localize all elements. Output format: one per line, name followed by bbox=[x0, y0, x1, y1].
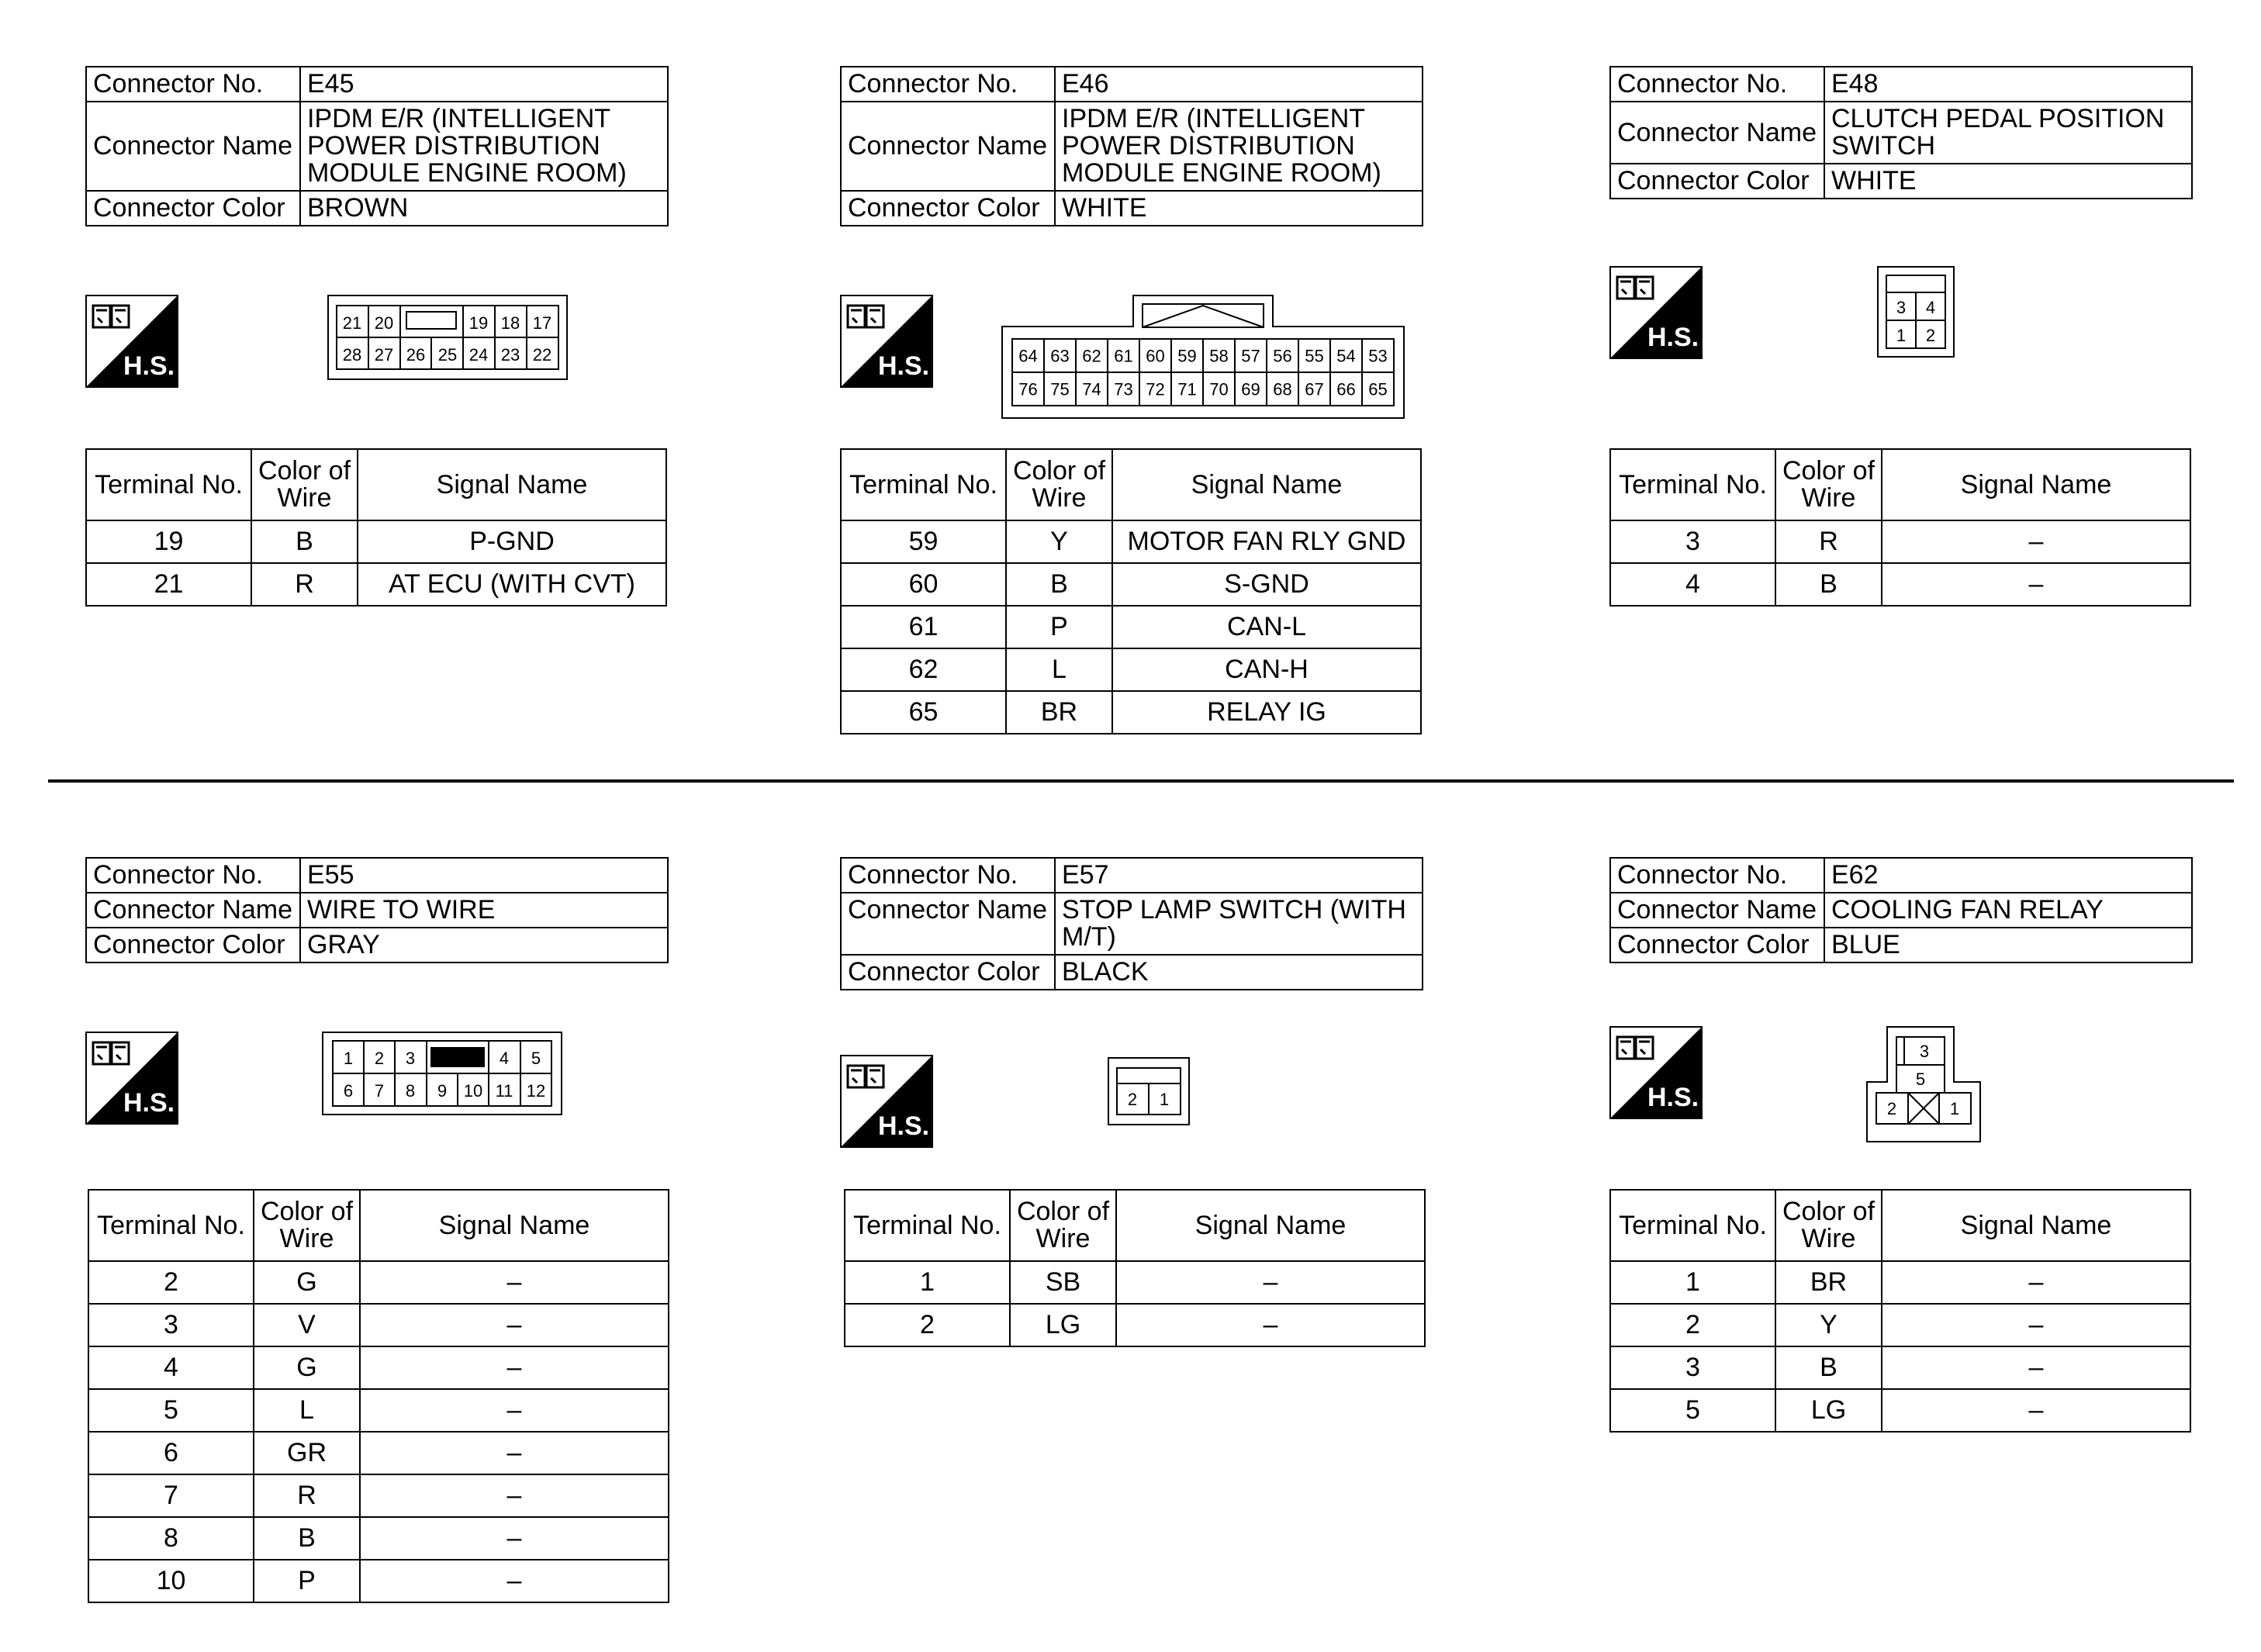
wire-color: R bbox=[1775, 520, 1882, 563]
header-signal-name: Signal Name bbox=[1882, 449, 2190, 520]
pin: 60 bbox=[1146, 346, 1165, 366]
pin: 17 bbox=[532, 313, 552, 333]
pin: 71 bbox=[1177, 379, 1197, 399]
header-color-of-wire: Color of Wire bbox=[254, 1190, 360, 1261]
pin: 27 bbox=[374, 345, 394, 365]
signal-name: S-GND bbox=[1112, 563, 1421, 606]
table-row bbox=[86, 563, 666, 606]
wire-color: GR bbox=[254, 1432, 360, 1474]
header-color-of-wire: Color of Wire bbox=[1775, 1190, 1882, 1261]
label-connector-color: Connector Color bbox=[86, 928, 300, 963]
table-row bbox=[88, 1517, 669, 1560]
header-color-of-wire: Color of Wire bbox=[1010, 1190, 1116, 1261]
pin: 56 bbox=[1273, 346, 1292, 366]
pin: 9 bbox=[437, 1081, 448, 1101]
pin: 55 bbox=[1305, 346, 1324, 366]
terminal-table bbox=[840, 448, 1422, 734]
pin: 74 bbox=[1082, 379, 1101, 399]
table-row bbox=[88, 1304, 669, 1346]
pin: 1 bbox=[1896, 326, 1907, 345]
table-row bbox=[845, 1304, 1425, 1346]
harness-side-icon bbox=[85, 295, 178, 388]
table-row bbox=[841, 563, 1421, 606]
connector-color-value: BLUE bbox=[1824, 928, 2192, 963]
terminal-no: 60 bbox=[841, 563, 1006, 606]
pin: 6 bbox=[343, 1081, 354, 1101]
wire-color: SB bbox=[1010, 1261, 1116, 1304]
table-row bbox=[841, 648, 1421, 691]
pin: 23 bbox=[500, 345, 520, 365]
connector-color-value: BROWN bbox=[300, 191, 668, 226]
label-connector-name: Connector Name bbox=[1610, 102, 1824, 164]
header-color-of-wire: Color of Wire bbox=[251, 449, 358, 520]
terminal-no: 59 bbox=[841, 520, 1006, 563]
header-terminal-no: Terminal No. bbox=[841, 449, 1006, 520]
connector-face-e62 bbox=[1865, 1026, 1982, 1142]
connector-name-value: WIRE TO WIRE bbox=[300, 893, 668, 928]
terminal-no: 21 bbox=[86, 563, 251, 606]
terminal-no: 2 bbox=[88, 1261, 254, 1304]
pin: 73 bbox=[1114, 379, 1133, 399]
label-connector-name: Connector Name bbox=[841, 102, 1055, 191]
signal-name: – bbox=[1882, 1304, 2190, 1346]
wire-color: Y bbox=[1006, 520, 1112, 563]
table-row bbox=[88, 1432, 669, 1474]
connector-name-value: COOLING FAN RELAY bbox=[1824, 893, 2192, 928]
header-signal-name: Signal Name bbox=[360, 1190, 669, 1261]
wire-color: B bbox=[1775, 563, 1882, 606]
wire-color: B bbox=[1006, 563, 1112, 606]
signal-name: CAN-H bbox=[1112, 648, 1421, 691]
table-row bbox=[1610, 520, 2190, 563]
table-row bbox=[1610, 1304, 2190, 1346]
connector-info-table bbox=[840, 66, 1423, 226]
wire-color: P bbox=[1006, 606, 1112, 648]
terminal-no: 6 bbox=[88, 1432, 254, 1474]
connector-no-value: E55 bbox=[300, 858, 668, 893]
terminal-no: 5 bbox=[88, 1389, 254, 1432]
pin: 62 bbox=[1082, 346, 1101, 366]
pin: 63 bbox=[1050, 346, 1070, 366]
header-signal-name: Signal Name bbox=[358, 449, 666, 520]
pin: 4 bbox=[1925, 298, 1936, 317]
label-connector-no: Connector No. bbox=[86, 858, 300, 893]
terminal-no: 3 bbox=[88, 1304, 254, 1346]
header-terminal-no: Terminal No. bbox=[1610, 1190, 1775, 1261]
wire-color: B bbox=[1775, 1346, 1882, 1389]
table-row bbox=[1610, 1346, 2190, 1389]
table-row bbox=[88, 1346, 669, 1389]
signal-name: – bbox=[360, 1432, 669, 1474]
pin: 69 bbox=[1241, 379, 1260, 399]
terminal-no: 4 bbox=[1610, 563, 1775, 606]
header-signal-name: Signal Name bbox=[1116, 1190, 1425, 1261]
wire-color: G bbox=[254, 1261, 360, 1304]
connector-color-value: WHITE bbox=[1055, 191, 1423, 226]
pin: 3 bbox=[1896, 298, 1907, 317]
pin: 8 bbox=[405, 1081, 416, 1101]
wire-color: LG bbox=[1010, 1304, 1116, 1346]
terminal-no: 62 bbox=[841, 648, 1006, 691]
signal-name: – bbox=[360, 1474, 669, 1517]
wire-color: P bbox=[254, 1560, 360, 1602]
hs-label: H.S. bbox=[123, 1088, 175, 1118]
pin: 21 bbox=[342, 313, 362, 333]
connector-name-value: CLUTCH PEDAL POSITION SWITCH bbox=[1824, 102, 2192, 164]
table-row bbox=[86, 520, 666, 563]
harness-side-icon bbox=[840, 295, 933, 388]
connector-no-value: E45 bbox=[300, 67, 668, 102]
signal-name: – bbox=[1882, 1261, 2190, 1304]
wire-color: Y bbox=[1775, 1304, 1882, 1346]
connector-face-e55 bbox=[322, 1032, 562, 1115]
pin: 1 bbox=[343, 1049, 354, 1068]
signal-name: CAN-L bbox=[1112, 606, 1421, 648]
label-connector-no: Connector No. bbox=[841, 858, 1055, 893]
table-row bbox=[1610, 1389, 2190, 1432]
connector-face-e46 bbox=[1001, 295, 1405, 419]
table-row bbox=[88, 1389, 669, 1432]
signal-name: – bbox=[360, 1517, 669, 1560]
wire-color: LG bbox=[1775, 1389, 1882, 1432]
terminal-no: 65 bbox=[841, 691, 1006, 734]
signal-name: RELAY IG bbox=[1112, 691, 1421, 734]
header-signal-name: Signal Name bbox=[1112, 449, 1421, 520]
connector-color-value: WHITE bbox=[1824, 164, 2192, 199]
pin: 18 bbox=[500, 313, 520, 333]
table-row bbox=[88, 1560, 669, 1602]
pin: 3 bbox=[1919, 1042, 1930, 1061]
wire-color: V bbox=[254, 1304, 360, 1346]
harness-side-icon bbox=[1609, 1026, 1703, 1119]
harness-side-icon bbox=[840, 1055, 933, 1148]
connector-face-e48 bbox=[1877, 266, 1955, 358]
pin: 65 bbox=[1368, 379, 1388, 399]
terminal-no: 19 bbox=[86, 520, 251, 563]
terminal-no: 3 bbox=[1610, 1346, 1775, 1389]
pin: 2 bbox=[1127, 1090, 1138, 1109]
terminal-no: 2 bbox=[1610, 1304, 1775, 1346]
header-terminal-no: Terminal No. bbox=[845, 1190, 1010, 1261]
label-connector-color: Connector Color bbox=[841, 191, 1055, 226]
pin: 22 bbox=[532, 345, 552, 365]
terminal-no: 61 bbox=[841, 606, 1006, 648]
signal-name: AT ECU (WITH CVT) bbox=[358, 563, 666, 606]
signal-name: – bbox=[1116, 1261, 1425, 1304]
connector-face-e45 bbox=[327, 295, 568, 380]
connector-info-table bbox=[1609, 66, 2193, 199]
pin: 5 bbox=[531, 1049, 541, 1068]
label-connector-no: Connector No. bbox=[1610, 67, 1824, 102]
wire-color: G bbox=[254, 1346, 360, 1389]
connector-no-value: E62 bbox=[1824, 858, 2192, 893]
pin: 7 bbox=[374, 1081, 385, 1101]
header-color-of-wire: Color of Wire bbox=[1006, 449, 1112, 520]
pin: 26 bbox=[406, 345, 426, 365]
wire-color: L bbox=[254, 1389, 360, 1432]
signal-name: – bbox=[360, 1346, 669, 1389]
table-row bbox=[88, 1474, 669, 1517]
connector-info-table bbox=[840, 857, 1423, 990]
hs-label: H.S. bbox=[1647, 323, 1699, 352]
label-connector-color: Connector Color bbox=[841, 955, 1055, 990]
hs-label: H.S. bbox=[877, 351, 930, 381]
label-connector-color: Connector Color bbox=[1610, 164, 1824, 199]
label-connector-name: Connector Name bbox=[841, 893, 1055, 955]
pin: 53 bbox=[1368, 346, 1388, 366]
connector-name-value: IPDM E/R (INTELLIGENT POWER DISTRIBUTION MODULE ENGINE ROOM) bbox=[300, 102, 668, 191]
connector-no-value: E48 bbox=[1824, 67, 2192, 102]
table-row bbox=[841, 691, 1421, 734]
signal-name: – bbox=[360, 1261, 669, 1304]
signal-name: – bbox=[1116, 1304, 1425, 1346]
header-terminal-no: Terminal No. bbox=[88, 1190, 254, 1261]
pin: 72 bbox=[1146, 379, 1165, 399]
signal-name: – bbox=[1882, 1389, 2190, 1432]
pin: 11 bbox=[495, 1081, 513, 1101]
pin: 1 bbox=[1949, 1099, 1960, 1118]
pin: 61 bbox=[1114, 346, 1133, 366]
connector-face-e57 bbox=[1108, 1057, 1190, 1125]
label-connector-name: Connector Name bbox=[1610, 893, 1824, 928]
table-row bbox=[1610, 563, 2190, 606]
terminal-table bbox=[844, 1189, 1426, 1347]
pin: 75 bbox=[1050, 379, 1070, 399]
signal-name: – bbox=[360, 1389, 669, 1432]
signal-name: – bbox=[360, 1304, 669, 1346]
label-connector-name: Connector Name bbox=[86, 102, 300, 191]
pin: 58 bbox=[1209, 346, 1229, 366]
terminal-no: 3 bbox=[1610, 520, 1775, 563]
pin: 54 bbox=[1336, 346, 1356, 366]
pin: 2 bbox=[1925, 326, 1936, 345]
terminal-no: 7 bbox=[88, 1474, 254, 1517]
terminal-table bbox=[88, 1189, 669, 1603]
header-signal-name: Signal Name bbox=[1882, 1190, 2190, 1261]
header-terminal-no: Terminal No. bbox=[86, 449, 251, 520]
connector-no-value: E46 bbox=[1055, 67, 1423, 102]
label-connector-no: Connector No. bbox=[1610, 858, 1824, 893]
pin: 10 bbox=[463, 1081, 483, 1101]
header-color-of-wire: Color of Wire bbox=[1775, 449, 1882, 520]
pin: 12 bbox=[526, 1081, 546, 1101]
terminal-no: 4 bbox=[88, 1346, 254, 1389]
terminal-no: 1 bbox=[845, 1261, 1010, 1304]
label-connector-no: Connector No. bbox=[841, 67, 1055, 102]
section-divider bbox=[48, 779, 2234, 783]
connector-name-value: IPDM E/R (INTELLIGENT POWER DISTRIBUTION MODULE ENGINE ROOM) bbox=[1055, 102, 1423, 191]
terminal-no: 5 bbox=[1610, 1389, 1775, 1432]
wire-color: R bbox=[254, 1474, 360, 1517]
wire-color: BR bbox=[1006, 691, 1112, 734]
pin: 66 bbox=[1336, 379, 1356, 399]
connector-info-table bbox=[85, 857, 669, 963]
pin: 59 bbox=[1177, 346, 1197, 366]
pin: 25 bbox=[437, 345, 458, 365]
signal-name: MOTOR FAN RLY GND bbox=[1112, 520, 1421, 563]
hs-label: H.S. bbox=[877, 1111, 930, 1141]
pin: 1 bbox=[1159, 1090, 1170, 1109]
pin: 4 bbox=[499, 1049, 510, 1068]
connector-info-table bbox=[1609, 857, 2193, 963]
signal-name: – bbox=[1882, 563, 2190, 606]
terminal-no: 8 bbox=[88, 1517, 254, 1560]
signal-name: – bbox=[1882, 1346, 2190, 1389]
pin: 76 bbox=[1018, 379, 1038, 399]
harness-side-icon bbox=[85, 1032, 178, 1125]
terminal-no: 10 bbox=[88, 1560, 254, 1602]
wire-color: B bbox=[251, 520, 358, 563]
label-connector-name: Connector Name bbox=[86, 893, 300, 928]
harness-side-icon bbox=[1609, 266, 1703, 359]
signal-name: – bbox=[1882, 520, 2190, 563]
terminal-no: 2 bbox=[845, 1304, 1010, 1346]
pin: 5 bbox=[1915, 1070, 1926, 1089]
pin: 68 bbox=[1273, 379, 1292, 399]
label-connector-color: Connector Color bbox=[86, 191, 300, 226]
header-terminal-no: Terminal No. bbox=[1610, 449, 1775, 520]
table-row bbox=[845, 1261, 1425, 1304]
pin: 28 bbox=[342, 345, 362, 365]
pin: 57 bbox=[1241, 346, 1260, 366]
connector-name-value: STOP LAMP SWITCH (WITH M/T) bbox=[1055, 893, 1423, 955]
pin: 20 bbox=[374, 313, 394, 333]
pin: 70 bbox=[1209, 379, 1229, 399]
label-connector-no: Connector No. bbox=[86, 67, 300, 102]
table-row bbox=[841, 606, 1421, 648]
pin: 24 bbox=[468, 345, 489, 365]
connector-color-value: GRAY bbox=[300, 928, 668, 963]
hs-label: H.S. bbox=[123, 351, 175, 381]
connector-info-table bbox=[85, 66, 669, 226]
wire-color: R bbox=[251, 563, 358, 606]
table-row bbox=[841, 520, 1421, 563]
terminal-table bbox=[1609, 1189, 2191, 1433]
wire-color: BR bbox=[1775, 1261, 1882, 1304]
hs-label: H.S. bbox=[1647, 1083, 1699, 1112]
table-row bbox=[1610, 1261, 2190, 1304]
wire-color: B bbox=[254, 1517, 360, 1560]
signal-name: – bbox=[360, 1560, 669, 1602]
pin: 2 bbox=[374, 1049, 385, 1068]
connector-color-value: BLACK bbox=[1055, 955, 1423, 990]
pin: 64 bbox=[1018, 346, 1038, 366]
terminal-no: 1 bbox=[1610, 1261, 1775, 1304]
wire-color: L bbox=[1006, 648, 1112, 691]
signal-name: P-GND bbox=[358, 520, 666, 563]
terminal-table bbox=[85, 448, 667, 607]
pin: 19 bbox=[468, 313, 489, 333]
label-connector-color: Connector Color bbox=[1610, 928, 1824, 963]
connector-no-value: E57 bbox=[1055, 858, 1423, 893]
pin: 2 bbox=[1886, 1099, 1897, 1118]
terminal-table bbox=[1609, 448, 2191, 607]
pin: 67 bbox=[1305, 379, 1324, 399]
pin: 3 bbox=[405, 1049, 416, 1068]
table-row bbox=[88, 1261, 669, 1304]
